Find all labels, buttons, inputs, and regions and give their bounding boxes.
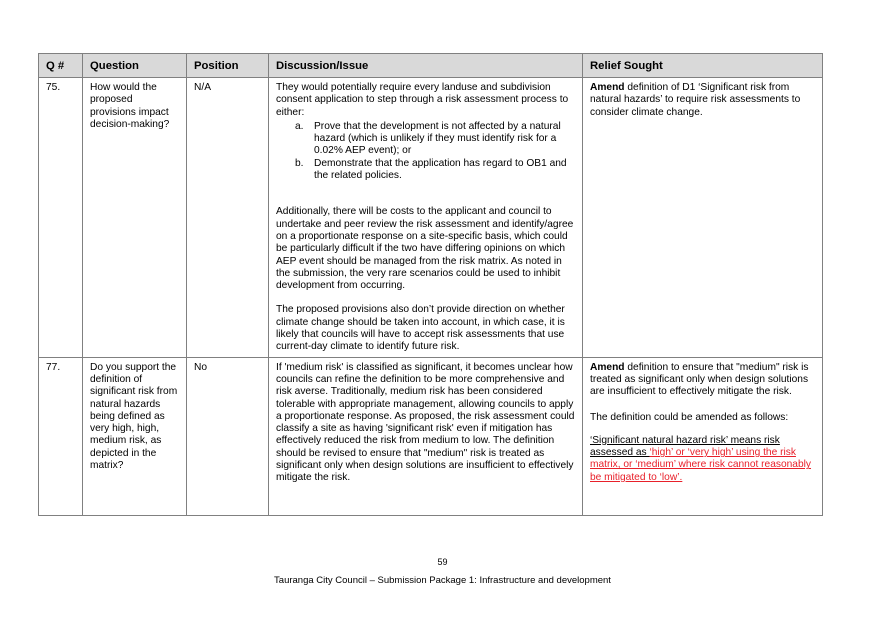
relief-body: definition to ensure that "medium" risk is treated as significant only when design solutions are insufficient to effectively mitigate the risk.	[590, 361, 809, 398]
header-discussion: Discussion/Issue	[269, 54, 583, 78]
table-row	[39, 357, 823, 515]
cell-question: How would the proposed provisions impact decision-making?	[83, 78, 187, 358]
cell-discussion	[269, 78, 583, 358]
header-relief: Relief Sought	[583, 54, 823, 78]
relief-text	[590, 82, 816, 119]
relief-text	[590, 362, 816, 399]
discussion-paragraph: The proposed provisions also don’t provide direction on whether climate change should be taken into account, in which case, it is likely that councils will have to accept risk assessments that use current-day climate to identify future risk.	[276, 304, 565, 353]
relief-body: definition of D1 ‘Significant risk from natural hazards’ to require risk assessments to consider climate change.	[590, 82, 801, 118]
table-row	[39, 78, 823, 358]
amendment-existing-text: ‘Significant natural hazard risk’ means risk assessed as	[590, 434, 780, 459]
cell-question: Do you support the definition of significant risk from natural hazards being defined as very high, high, medium risk, as depicted in the matrix?	[83, 357, 187, 515]
relief-lead: Amend	[590, 82, 625, 93]
list-marker: a.	[295, 120, 304, 132]
header-position: Position	[187, 54, 269, 78]
list-item	[295, 120, 576, 158]
discussion-paragraph: Additionally, there will be costs to the applicant and council to undertake and peer review the risk assessment and identify/agree on a proportionate response on a site-specific basis, which could be particularly difficult if the two have differing opinions on which AEP event should be managed from the risk matrix. As noted in the submission, the very rare scenarios could be used to inhibit development from occurring.	[276, 206, 574, 292]
cell-position: N/A	[187, 78, 269, 358]
list-item-text: Prove that the development is not affected by a natural hazard (which is unlikely if they must identify risk for a 0.02% AEP event); or	[314, 120, 561, 157]
discussion-options	[276, 121, 576, 182]
list-item	[295, 157, 576, 183]
table-header-row	[39, 54, 823, 78]
header-q-number: Q #	[39, 54, 83, 78]
cell-relief	[583, 78, 823, 358]
cell-discussion	[269, 357, 583, 515]
discussion-intro: They would potentially require every landuse and subdivision consent application to step through a risk assessment process to either:	[276, 82, 569, 118]
discussion-paragraph: If 'medium risk' is classified as significant, it becomes unclear how councils can refine the definition to be more comprehensive and risk averse. Traditionally, medium risk has been considered tolerable with appropriate management, allowing councils to apply a proportionate response. As proposed, the risk assessment could classify a site as having 'significant risk' even if mitigation has effectively reduced the risk from medium to low. The definition should be revised to ensure that "medium" risk is treated as significant only when design solutions are insufficient to effectively mitigate the risk.	[276, 361, 575, 484]
cell-q-number: 75.	[39, 78, 83, 358]
cell-q-number: 77.	[39, 357, 83, 515]
amendment-inserted-text: ‘high’ or ‘very high’ using the risk matrix, or ‘medium’ where risk cannot reasonably be mitigated to ‘low’	[590, 447, 812, 483]
list-marker: b.	[295, 157, 304, 169]
list-item-text: Demonstrate that the application has regard to OB1 and the related policies.	[314, 157, 567, 182]
submission-table	[38, 53, 823, 516]
relief-paragraph: The definition could be amended as follows:	[590, 411, 789, 423]
amendment-end: .	[679, 471, 683, 483]
page-number: 59	[437, 557, 448, 567]
page-footer: Tauranga City Council – Submission Package 1: Infrastructure and development	[274, 575, 611, 586]
cell-relief	[583, 357, 823, 515]
cell-position: No	[187, 357, 269, 515]
header-question: Question	[83, 54, 187, 78]
relief-amendment	[590, 435, 816, 484]
relief-lead: Amend	[590, 361, 625, 373]
